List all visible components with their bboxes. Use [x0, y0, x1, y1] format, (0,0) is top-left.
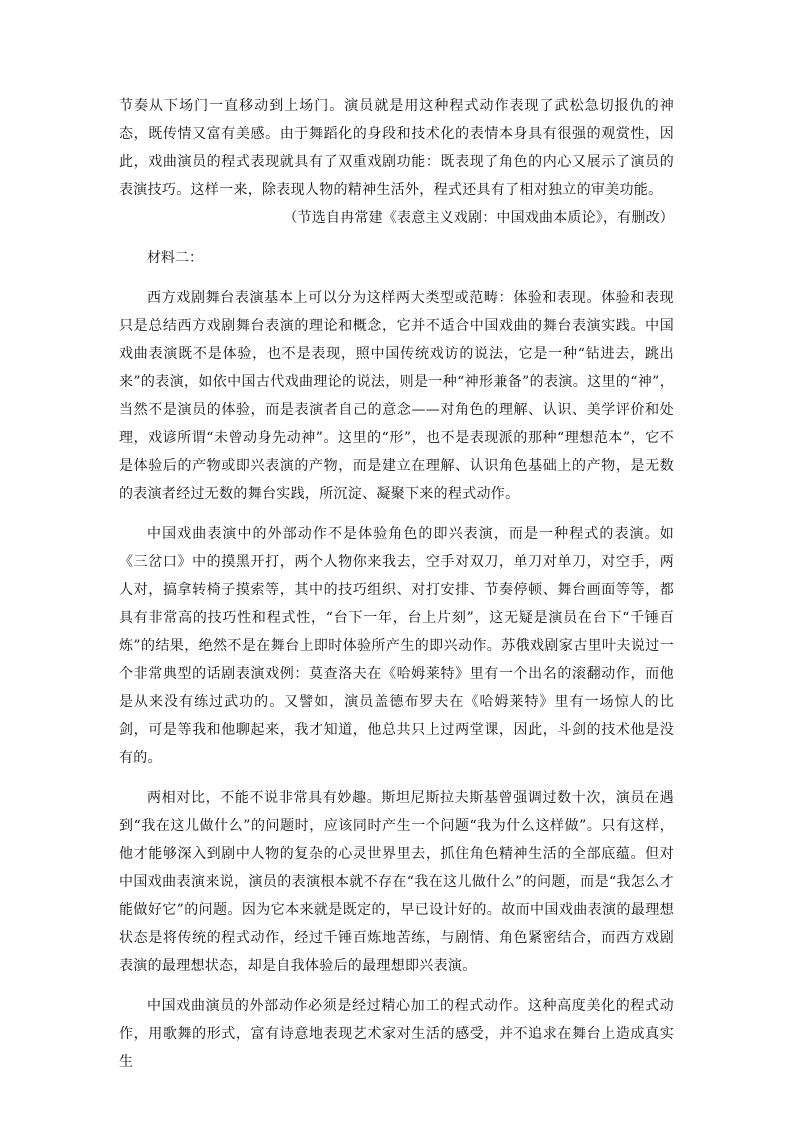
spacer — [119, 508, 674, 520]
source-citation: （节选自冉常建《表意主义戏剧：中国戏曲本质论》，有删改） — [283, 210, 674, 226]
spacer — [119, 272, 674, 284]
spacer — [119, 232, 674, 244]
paragraph-body: 西方戏剧舞台表演基本上可以分为这样两大类型或范畴：体验和表现。体验和表现只是总结西方戏剧舞台表演的理论和概念，它并不适合中国戏曲的舞台表演实践。中国戏曲表演既不是体验，也不是表现，照中国传统戏访的说法，它是一种“钻进去，跳出来”的表演，如依中国古代戏曲理论的说法，则是一种“神形兼备”的表演。这里的“神”，当然不是演员的体验，而是表演者自己的意念——对角色的理解、认识、美学评价和处理，戏谚所谓“未曾动身先动神”。这里的“形”，也不是表现派的那种“理想范本”，它不是体验后的产物或即兴表演的产物，而是建立在理解、认识角色基础上的产物，是无数的表演者经过无数的舞台实践，所沉淀、凝聚下来的程式动作。 — [119, 290, 674, 502]
section-heading-material-two: 材料二： — [147, 250, 203, 266]
spacer — [119, 980, 674, 992]
paragraph-body: 中国戏曲演员的外部动作必须是经过精心加工的程式动作。这种高度美化的程式动作，用歌舞的形式，富有诗意地表现艺术家对生活的感受，并不追求在舞台上造成真实生 — [119, 998, 674, 1070]
paragraph-continuation: 节奏从下场门一直移动到上场门。演员就是用这种程式动作表现了武松急切报仇的神态，既传情又富有美感。由于舞蹈化的身段和技术化的表情本身具有很强的观赏性，因此，戏曲演员的程式表现就具有了双重戏剧功能：既表现了角色的内心又展示了演员的表演技巧。这样一来，除表现人物的精神生活外，程式还具有了相对独立的审美功能。 — [119, 98, 674, 198]
spacer — [119, 772, 674, 784]
paragraph-body: 两相对比，不能不说非常具有妙趣。斯坦尼斯拉夫斯基曾强调过数十次，演员在遇到“我在这儿做什么”的问题时，应该同时产生一个问题“我为什么这样做”。只有这样，他才能够深入到剧中人物的复杂的心灵世界里去，抓住角色精神生活的全部底蕴。但对中国戏曲表演来说，演员的表演根本就不存在“我在这儿做什么”的问题，而是“我怎么才能做好它”的问题。因为它本来就是既定的，早已设计好的。故而中国戏曲表演的最理想状态是将传统的程式动作，经过千锤百炼地苦练，与剧情、角色紧密结合，而西方戏剧表演的最理想状态，却是自我体验后的最理想即兴表演。 — [119, 790, 674, 974]
paragraph-body: 中国戏曲表演中的外部动作不是体验角色的即兴表演，而是一种程式的表演。如《三岔口》中的摸黑开打，两个人物你来我去，空手对双刀，单刀对单刀，对空手，两人对，搞拿转椅子摸索等，其中的技巧组织、对打安排、节奏停顿、舞台画面等等，都具有非常高的技巧性和程式性，“台下一年，台上片刻”，这无疑是演员在台下“千锤百炼”的结果，绝然不是在舞台上即时体验所产生的即兴动作。苏俄戏剧家古里叶夫说过一个非常典型的话剧表演戏例：莫查洛夫在《哈姆莱特》里有一个出名的滚翻动作，而他是从来没有练过武功的。又譬如，演员盖德布罗夫在《哈姆莱特》里有一场惊人的比剑，可是等我和他聊起来，我才知道，他总共只上过两堂课，因此，斗剑的技术他是没有的。 — [119, 526, 674, 766]
document-body — [119, 92, 674, 1076]
